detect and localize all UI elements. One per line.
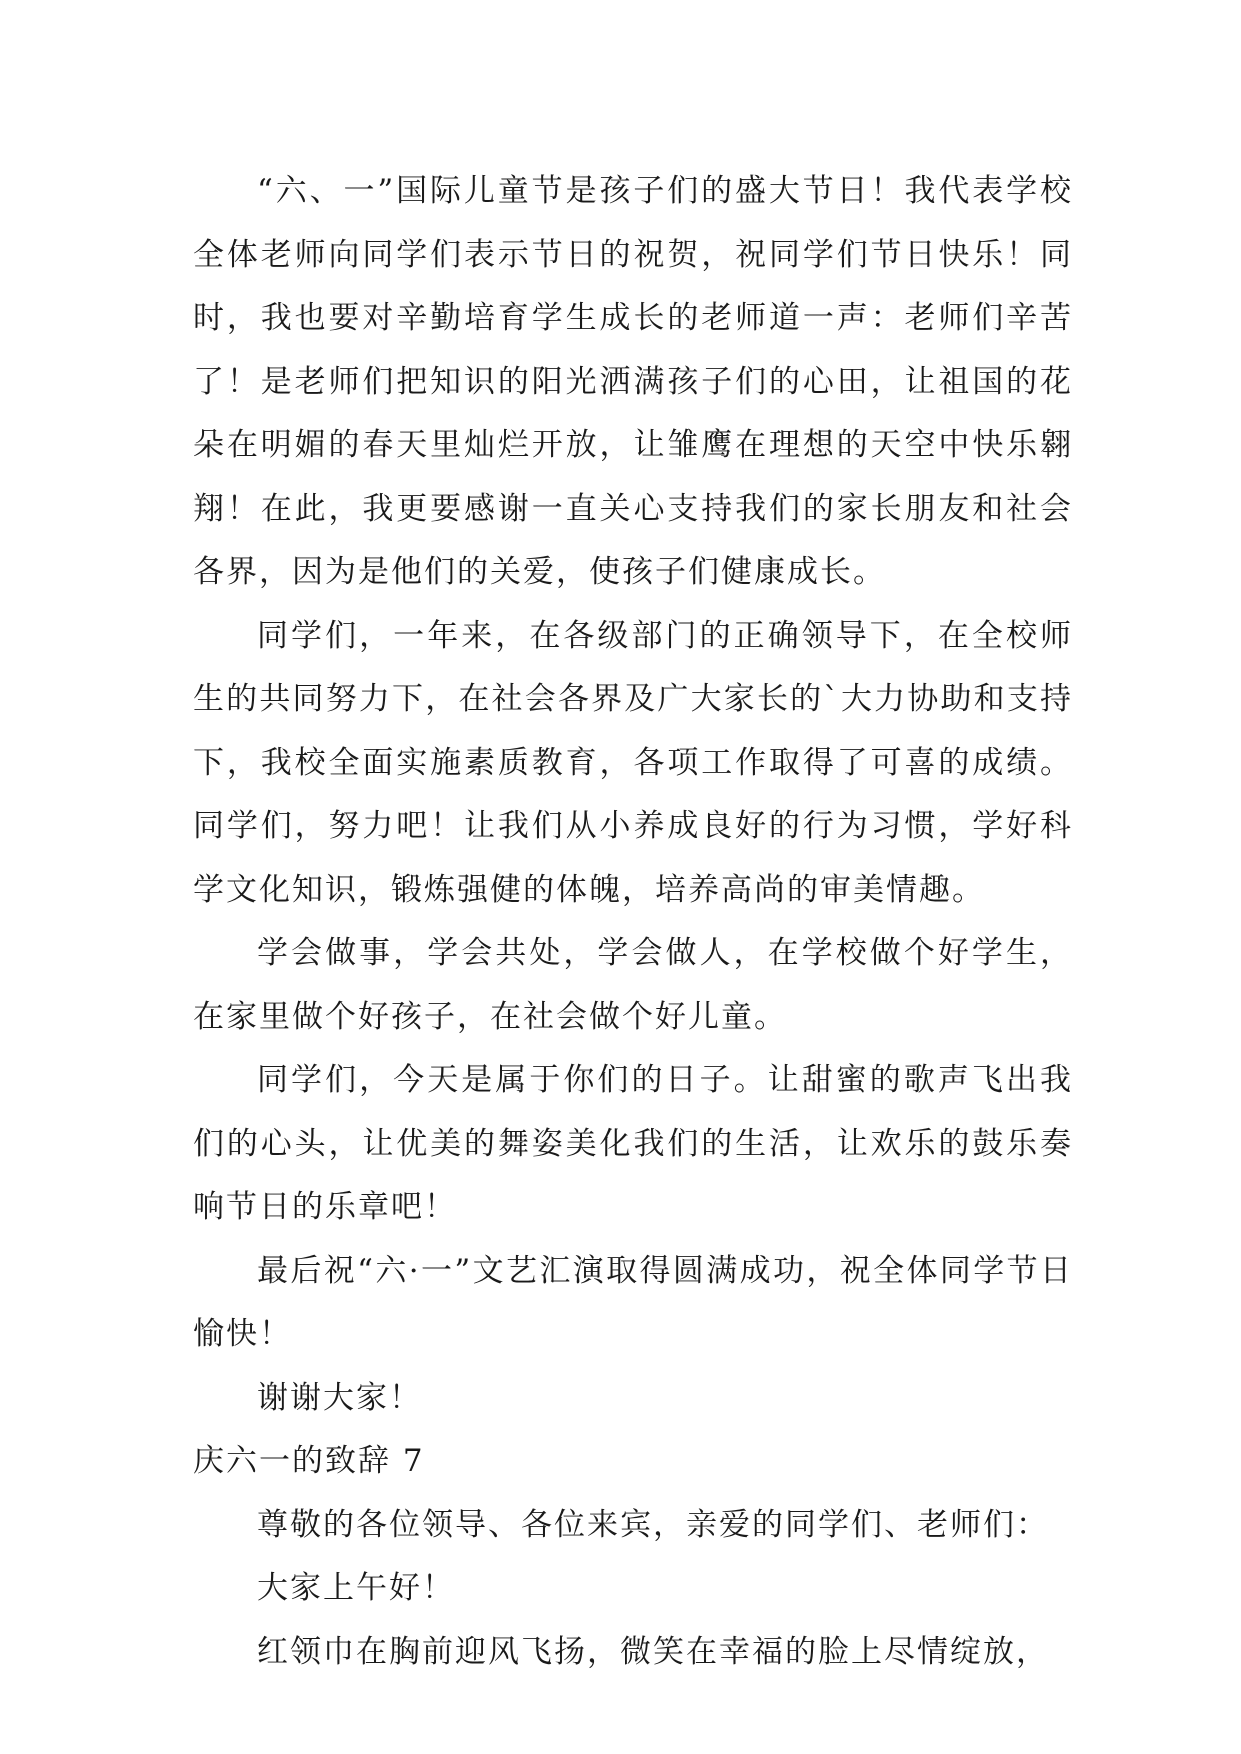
paragraph: “六、一”国际儿童节是孩子们的盛大节日！我代表学校全体老师向同学们表示节日的祝贺，祝同学们节日快乐！同时，我也要对辛勤培育学生成长的老师道一声：老师们辛苦了！是老师们把知识的阳光洒满孩子们的心田，让祖国的花朵在明媚的春天里灿烂开放，让雏鹰在理想的天空中快乐翱翔！在此，我更要感谢一直关心支持我们的家长朋友和社会各界，因为是他们的关爱，使孩子们健康成长。 — [193, 173, 1073, 590]
paragraph: 谢谢大家！ — [257, 1379, 422, 1416]
paragraph: 红领巾在胸前迎风飞扬，微笑在幸福的脸上尽情绽放， — [257, 1633, 1049, 1670]
section-heading: 庆六一的致辞 7 — [193, 1443, 425, 1479]
paragraph: 尊敬的各位领导、各位来宾，亲爱的同学们、老师们： — [257, 1506, 1049, 1543]
paragraph: 同学们，一年来，在各级部门的正确领导下，在全校师生的共同努力下，在社会各界及广大家长的`大力协助和支持下，我校全面实施素质教育，各项工作取得了可喜的成绩。同学们，努力吧！让我们从小养成良好的行为习惯，学好科学文化知识，锻炼强健的体魄，培养高尚的审美情趣。 — [193, 617, 1073, 908]
paragraph: 学会做事，学会共处，学会做人，在学校做个好学生，在家里做个好孩子，在社会做个好儿童。 — [193, 935, 1073, 1035]
document-body — [193, 160, 1073, 1684]
paragraph: 大家上午好！ — [257, 1570, 455, 1606]
paragraph: 同学们，今天是属于你们的日子。让甜蜜的歌声飞出我们的心头，让优美的舞姿美化我们的生活，让欢乐的鼓乐奏响节日的乐章吧！ — [193, 1062, 1073, 1225]
paragraph: 最后祝“六·一”文艺汇演取得圆满成功，祝全体同学节日愉快！ — [193, 1252, 1073, 1352]
